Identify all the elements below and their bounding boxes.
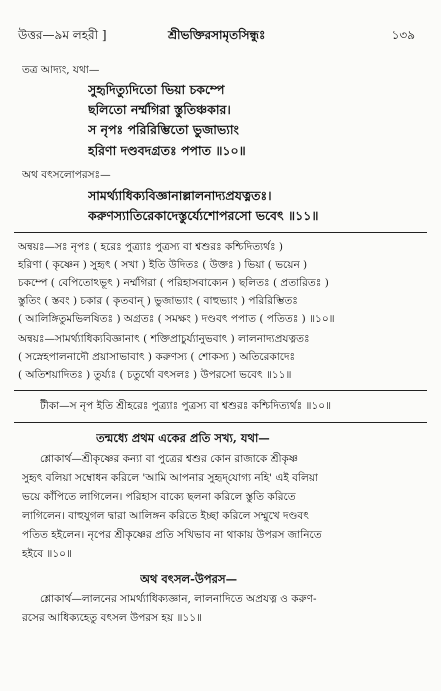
subsection-title: অথ বৎসল-উপরস— — [140, 572, 238, 586]
anvaya-line: স্তুতিং ( স্তবং ) চকার ( কৃতবান্ ) ভুজাভ্যাং ( বাহুভ্যাং ) পরিরিম্ভিতঃ — [18, 295, 298, 307]
anvaya-line: চকম্পে ( বেপিতোঽভূৎ ) নর্ম্মগিরা ( পরিহাসবাক্যেন ) ছলিতঃ ( প্রতারিতঃ ) — [18, 277, 329, 289]
translation-line: শ্লোকার্থ—লালনের সামর্থ্যাধিক্যজ্ঞান, লালনাদিতে অপ্রযত্ন ও করুণ- — [40, 593, 317, 605]
anvaya-line: ( আলিঙ্গিতুমভিলষিতঃ ) অগ্রতঃ ( সমক্ষং ) দণ্ডবৎ পপাত ( পতিতঃ ) ॥১০॥ — [18, 313, 335, 325]
page-number: ১৩৯ — [391, 28, 415, 42]
tika-commentary: টীকা—স নৃপ ইতি শ্রীহরেঃ পুত্র্যাঃ পুত্রস্য বা শ্বশুরঃ কশ্চিদিত্যর্থঃ ॥১০॥ — [40, 400, 332, 412]
book-title: শ্রীভক্তিরসামৃতসিন্ধুঃ — [168, 28, 266, 42]
vatsala-intro: অথ বৎসলোপরসঃ— — [22, 169, 111, 181]
verse-line: সামর্থ্যাধিক্যবিজ্ঞানাল্লালনাদ্যপ্রযত্নতঃ। — [88, 188, 272, 203]
divider — [14, 232, 427, 233]
translation-line: পতিত হইলেন। নৃপের শ্রীকৃষ্ণের প্রতি সখিভাব না থাকায় উপরস জানিতে — [22, 529, 322, 541]
translation-line: শ্লোকার্থ—শ্রীকৃষ্ণের কন্যা বা পুত্রের শ্বশুর কোন রাজাকে শ্রীকৃষ্ণ — [40, 453, 298, 465]
anvaya-line: অন্বয়ঃ—সঃ নৃপঃ ( হরেঃ পুত্র্যাঃ পুত্রস্য বা শ্বশুরঃ কশ্চিদিত্যর্থঃ ) — [18, 241, 283, 253]
verse-line: ছলিতো নর্ম্মগিরা স্তুতিঞ্চকার। — [88, 102, 231, 117]
verse-line: হরিণা দণ্ডবদগ্রতঃ পপাত ॥১০॥ — [88, 143, 246, 158]
page-header — [18, 27, 423, 47]
verse-line: সুহৃদিত্যুদিতো ভিয়া চকম্পে — [88, 82, 225, 97]
translation-line: সুহৃৎ বলিয়া সম্বোধন করিলে 'আমি আপনার সুহৃদ্‌যোগ্য নহি' এই বলিয়া — [22, 472, 319, 484]
verse-line: করুণস্যাতিরেকাদেস্তুর্য্যেশোপরসো ভবেৎ ॥১১॥ — [88, 208, 319, 223]
translation-line: হইবে ॥১০॥ — [22, 548, 72, 560]
translation-line: লাগিলেন। বাহুযুগল দ্বারা আলিঙ্গন করিতে ইচ্ছা করিলে সম্মুখে দণ্ডবৎ — [22, 510, 309, 522]
verse-line: স নৃপঃ পরিরিম্ভিতো ভুজাভ্যাং — [88, 122, 239, 137]
section-title: তন্মধ্যে প্রথম একের প্রতি সখ্য, যথা— — [96, 431, 270, 445]
anvaya-line: ( সস্নেহপালনাদৌ প্রয়াসাভাবাৎ ) করুণস্য ( শোকস্য ) অতিরেকাদেঃ — [18, 351, 296, 363]
anvaya-line: হরিণা ( কৃষ্ণেন ) সুহৃৎ ( সখা ) ইতি উদিতঃ ( উক্তঃ ) ভিয়া ( ভয়েন ) — [18, 259, 308, 271]
anvaya-line: অন্বয়ঃ—সামর্থ্যাধিক্যবিজ্ঞানাৎ ( শক্তিপ্রাচুর্য্যানুভবাৎ ) লালনাদ্যপ্রযত্নতঃ — [18, 333, 310, 345]
chapter-label: উত্তর—৯ম লহরী ] — [18, 28, 107, 42]
translation-line: রসের আধিক্যহেতু বৎসল উপরস হয় ॥১১॥ — [22, 612, 202, 624]
anvaya-line: ( অতিশয়াদিতঃ ) তুর্য্যঃ ( চতুর্থো বৎসলঃ ) উপরসো ভবেৎ ॥১১॥ — [18, 369, 292, 381]
divider — [14, 422, 427, 423]
divider — [14, 390, 427, 391]
verse-intro: তত্র আদ্যং, যথা— — [22, 64, 100, 76]
translation-line: ভয়ে কাঁপিতে লাগিলেন। পরিহাস বাক্যে ছলনা করিলে স্তুতি করিতে — [22, 491, 296, 503]
